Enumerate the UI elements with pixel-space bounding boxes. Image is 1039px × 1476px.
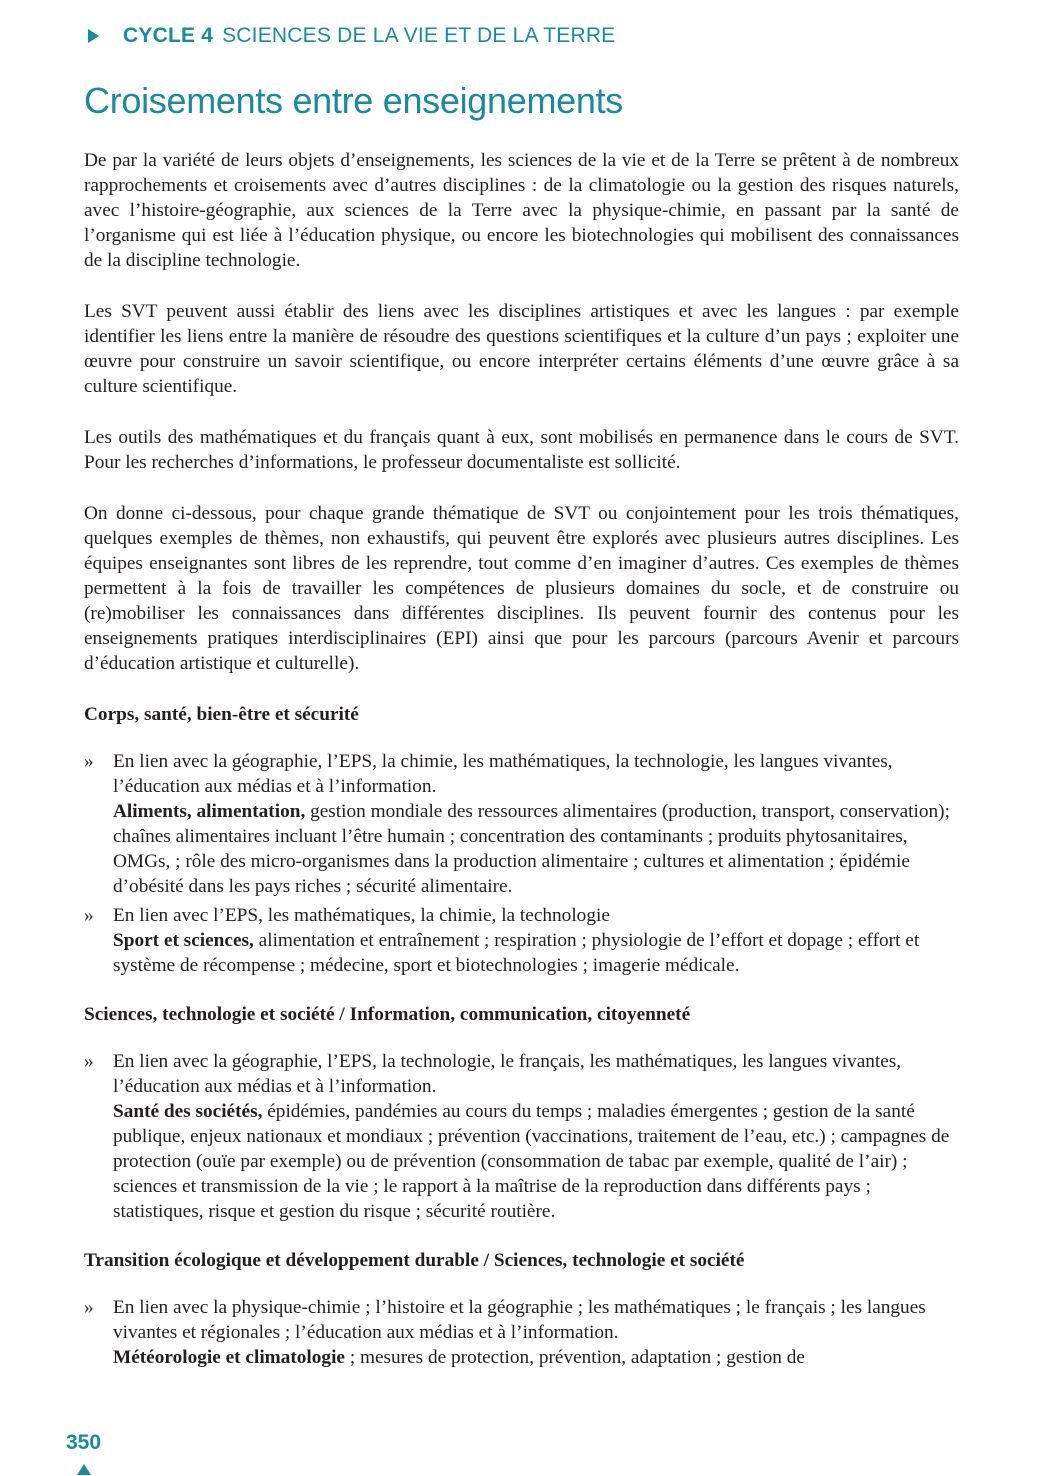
section-heading: Transition écologique et développement durable / Sciences, technologie et société <box>84 1250 745 1271</box>
section-heading: Sciences, technologie et société / Information, communication, citoyenneté <box>84 1004 691 1025</box>
subject-label: SCIENCES DE LA VIE ET DE LA TERRE <box>222 24 616 47</box>
page-title: Croisements entre enseignements <box>84 80 623 121</box>
item-intro: » En lien avec l’EPS, les mathématiques, la chimie, la technologie <box>113 905 610 926</box>
item-detail <box>113 1099 959 1224</box>
item-detail <box>113 799 959 899</box>
item-text: épidémies, pandémies au cours du temps ; maladies émergentes ; gestion de la santé publique, enjeux nationaux et mondiaux ; prévention (vaccinations, traitement de l’eau, etc.) ; campagnes de protection (ouïe par exemple) ou de prévention (consommation de tabac par exemple, qualité de l’air) ; sciences et transmission de la vie ; le rapport à la maîtrise de la reproduction dans différents pays ; statistiques, risque et gestion du risque ; sécurité routière. <box>113 1101 950 1222</box>
item-intro: » En lien avec la géographie, l’EPS, la chimie, les mathématiques, la technologie, les langues vivantes, l’éducation aux médias et à l’information. <box>113 751 893 797</box>
theme-list <box>84 1049 959 1224</box>
item-topic: Sport et sciences, <box>113 930 254 951</box>
cycle-label: CYCLE 4 <box>123 24 214 47</box>
paragraph: Les SVT peuvent aussi établir des liens avec les disciplines artistiques et avec les langues : par exemple identifier les liens entre la manière de résoudre des questions scientifiques et la culture d’un pays ; exploiter une œuvre pour construire un savoir scientifique, ou encore interpréter certains éléments d’une œuvre grâce à sa culture scientifique. <box>84 301 959 397</box>
item-intro: » En lien avec la géographie, l’EPS, la technologie, le français, les mathématiques, les langues vivantes, l’éducation aux médias et à l’information. <box>113 1051 902 1097</box>
main-content <box>84 148 959 1394</box>
item-topic: Santé des sociétés, <box>113 1101 263 1122</box>
theme-list <box>84 749 959 978</box>
item-text: ; mesures de protection, prévention, adaptation ; gestion de <box>345 1347 805 1368</box>
paragraph: De par la variété de leurs objets d’enseignements, les sciences de la vie et de la Terre se prêtent à de nombreux rapprochements et croisements avec d’autres disciplines : de la climatologie ou la gestion des risques naturels, avec l’histoire-géographie, aux sciences de la Terre avec la physique-chimie, en passant par la santé de l’organisme qui est liée à l’éducation physique, ou encore les biotechnologies qui mobilisent des connaissances de la discipline technologie. <box>84 150 959 271</box>
page-number: 350 <box>66 1431 102 1454</box>
item-detail <box>113 928 959 978</box>
list-item <box>84 1049 959 1224</box>
item-text: gestion mondiale des ressources alimentaires (production, transport, conservation); chaînes alimentaires incluant l’être humain ; concentration des contaminants ; produits phytosanitaires, OMGs, ; rôle des micro-organismes dans la production alimentaire ; cultures et alimentation ; épidémie d’obésité dans les pays riches ; sécurité alimentaire. <box>113 801 950 897</box>
item-intro: » En lien avec la physique-chimie ; l’histoire et la géographie ; les mathématiques ; le français ; les langues vivantes et régionales ; l’éducation aux médias et à l’information. <box>113 1297 926 1343</box>
item-detail <box>113 1345 959 1370</box>
paragraph: Les outils des mathématiques et du français quant à eux, sont mobilisés en permanence dans le cours de SVT. Pour les recherches d’informations, le professeur documentaliste est sollicité. <box>84 427 959 473</box>
running-header <box>88 24 615 48</box>
item-topic: Aliments, alimentation, <box>113 801 306 822</box>
section-heading: Corps, santé, bien-être et sécurité <box>84 704 359 725</box>
item-text: alimentation et entraînement ; respiration ; physiologie de l’effort et dopage ; effort et système de récompense ; médecine, sport et biotechnologies ; imagerie médicale. <box>113 930 920 976</box>
up-triangle-icon <box>77 1464 91 1475</box>
item-topic: Météorologie et climatologie <box>113 1347 345 1368</box>
header-triangle-icon <box>88 29 99 43</box>
list-item <box>84 749 959 899</box>
list-item <box>84 903 959 978</box>
theme-list <box>84 1295 959 1370</box>
paragraph: On donne ci-dessous, pour chaque grande thématique de SVT ou conjointement pour les trois thématiques, quelques exemples de thèmes, non exhaustifs, qui peuvent être explorés avec plusieurs autres disciplines. Les équipes enseignantes sont libres de les reprendre, tout comme d’en imaginer d’autres. Ces exemples de thèmes permettent à la fois de travailler les compétences de plusieurs domaines du socle, et de construire ou (re)mobiliser les connaissances dans différentes disciplines. Ils peuvent fournir des contenus pour les enseignements pratiques interdisciplinaires (EPI) ainsi que pour les parcours (parcours Avenir et parcours d’éducation artistique et culturelle). <box>84 503 959 674</box>
list-item <box>84 1295 959 1370</box>
